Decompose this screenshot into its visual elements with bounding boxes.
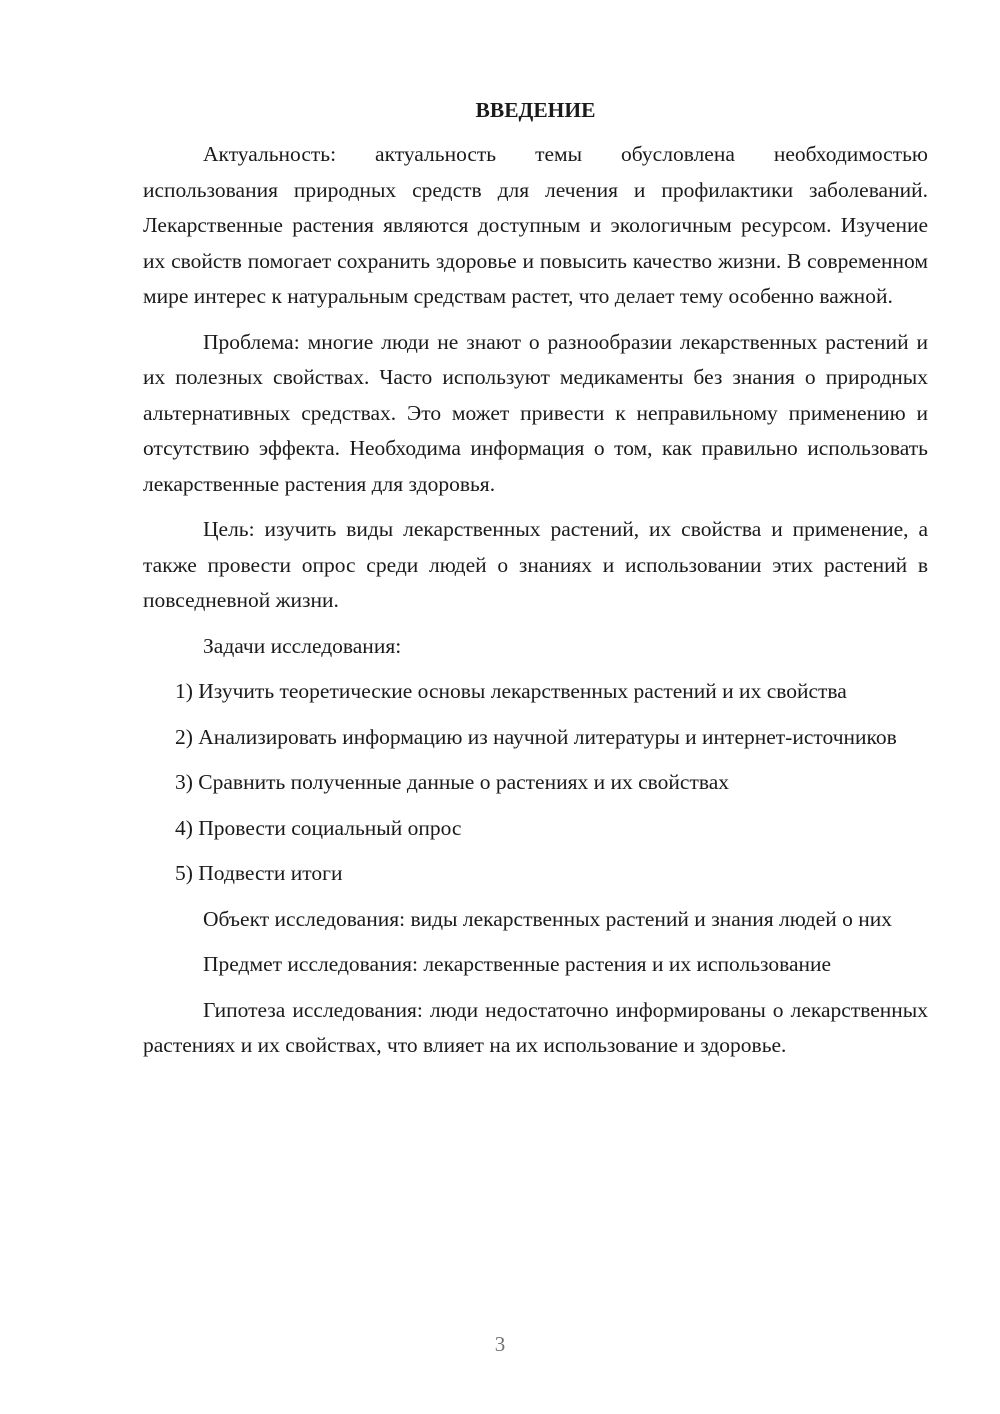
task-item-2: 2) Анализировать информацию из научной литературы и интернет-источников [175, 724, 897, 749]
hypothesis-paragraph: Гипотеза исследования: люди недостаточно информированы о лекарственных растениях и их свойствах, что влияет на их использование и здоровье. [143, 997, 928, 1057]
task-item-5: 5) Подвести итоги [175, 861, 343, 885]
problem-paragraph: Проблема: многие люди не знают о разнообразии лекарственных растений и их полезных свойствах. Часто используют медикаменты без знания о природных альтернативных средствах. Это может привести к неправильному применению и отсутствию эффекта. Необходима информация о том, как правильно использовать лекарственные растения для здоровья. [143, 329, 928, 496]
subject-paragraph: Предмет исследования: лекарственные растения и их использование [203, 952, 832, 976]
tasks-heading: Задачи исследования: [203, 633, 402, 658]
section-title: ВВЕДЕНИЕ [475, 98, 596, 122]
task-item-3: 3) Сравнить полученные данные о растениях и их свойствах [175, 770, 730, 794]
relevance-paragraph: Актуальность: актуальность темы обусловлена необходимостью использования природных средств для лечения и профилактики заболеваний. Лекарственные растения являются доступным и экологичным ресурсом. Изучение их свойств помогает сохранить здоровье и повысить качество жизни. В современном мире интерес к натуральным средствам растет, что делает тему особенно важной. [143, 142, 928, 308]
goal-paragraph: Цель: изучить виды лекарственных растений, их свойства и применение, а также провести опрос среди людей о знаниях и использовании этих растений в повседневной жизни. [143, 517, 928, 612]
task-item-4: 4) Провести социальный опрос [175, 815, 462, 840]
object-paragraph: Объект исследования: виды лекарственных растений и знания людей о них [203, 906, 892, 931]
document-page [143, 95, 928, 1074]
page-number: 3 [494, 1332, 506, 1356]
task-item-1: 1) Изучить теоретические основы лекарственных растений и их свойства [175, 679, 847, 703]
